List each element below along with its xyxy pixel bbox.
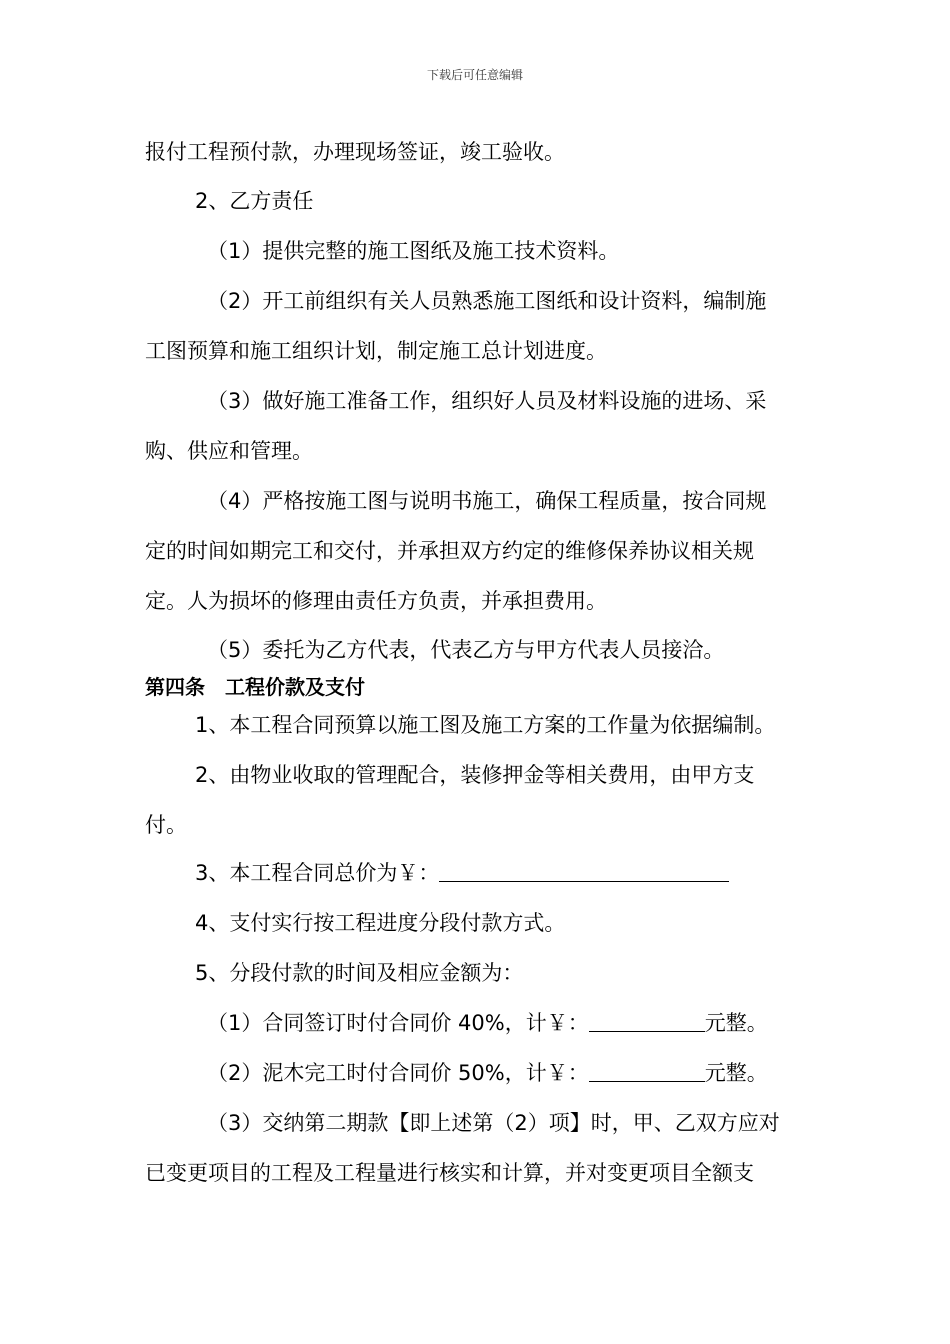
list-item: （4）严格按施工图与说明书施工，确保工程质量，按合同规 [207,489,767,513]
total-price-line [195,858,729,888]
list-item: （5）委托为乙方代表，代表乙方与甲方代表人员接洽。 [207,638,725,662]
total-price-label: 3、本工程合同总价为￥： [195,861,440,885]
paragraph-line: 购、供应和管理。 [145,439,313,463]
paragraph-line: 报付工程预付款，办理现场签证，竣工验收。 [145,140,565,164]
list-item: （3）做好施工准备工作，组织好人员及材料设施的进场、采 [207,389,767,413]
list-item: 1、本工程合同预算以施工图及施工方案的工作量为依据编制。 [195,713,776,737]
payment-line-1 [207,1008,768,1038]
list-item: （1）提供完整的施工图纸及施工技术资料。 [207,239,620,263]
list-item: 4、支付实行按工程进度分段付款方式。 [195,911,566,935]
paragraph-line: 已变更项目的工程及工程量进行核实和计算，并对变更项目全额支 [145,1161,754,1185]
article-heading: 第四条 工程价款及支付 [145,675,365,699]
payment-suffix-1: 元整。 [704,1011,768,1035]
paragraph-line: 定的时间如期完工和交付，并承担双方约定的维修保养协议相关规 [145,539,754,563]
payment-line-2 [207,1058,768,1088]
list-item: 5、分段付款的时间及相应金额为： [195,961,524,985]
payment-label-2: （2）泥木完工时付合同价 50%，计￥： [207,1061,589,1085]
list-item: 2、由物业收取的管理配合，装修押金等相关费用，由甲方支 [195,763,755,787]
paragraph-line: 工图预算和施工组织计划，制定施工总计划进度。 [145,339,607,363]
list-item: （2）开工前组织有关人员熟悉施工图纸和设计资料，编制施 [207,289,767,313]
payment-label-1: （1）合同签订时付合同价 40%，计￥： [207,1011,589,1035]
paragraph-line: 付。 [145,813,187,837]
section-heading: 2、乙方责任 [195,189,314,213]
payment-blank-2 [589,1059,705,1082]
payment-blank-1 [589,1009,705,1032]
payment-suffix-2: 元整。 [704,1061,768,1085]
page-header: 下载后可任意编辑 [426,68,523,82]
list-item: （3）交纳第二期款【即上述第（2）项】时，甲、乙双方应对 [207,1111,780,1135]
paragraph-line: 定。人为损坏的修理由责任方负责，并承担费用。 [145,589,607,613]
total-price-blank [439,859,729,882]
